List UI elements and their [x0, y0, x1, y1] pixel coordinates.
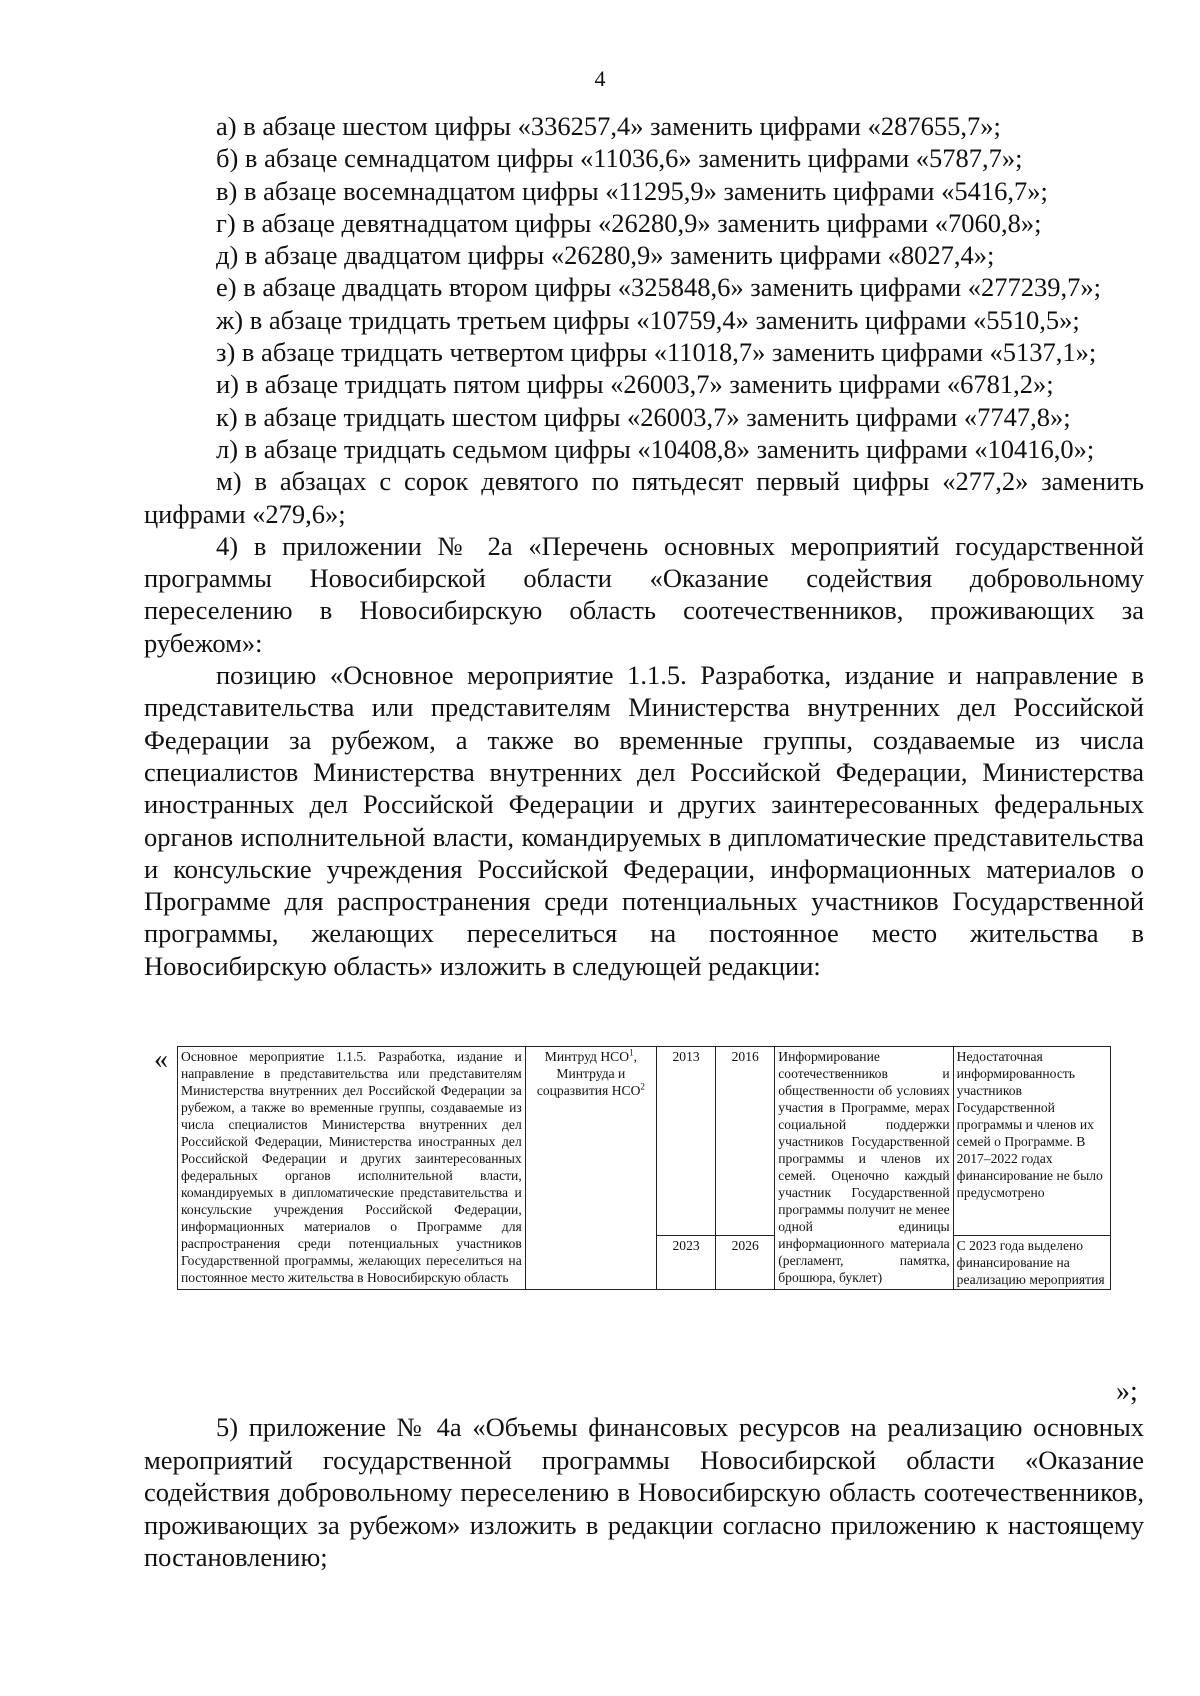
closing-quote: »; — [1116, 1376, 1138, 1407]
measure-cell: Основное мероприятие 1.1.5. Разработка, издание и направление в представительства или представителям Министерства внутренних дел Российской Федерации за рубежом, а также во временные группы, создаваемые из числа специалистов Министерства внутренних дел Российской Федерации, Министерства иностранных дел Российской Федерации и других заинтересованных федеральных органов исполнительной власти, командируемых в дипломатические представительства и консульские учреждения Российской Федерации, информационных материалов о Программе для распространения среди потенциальных участников Государственной программы, желающих переселиться на постоянное место жительства в Новосибирскую область — [178, 1047, 526, 1290]
amendment-item: е) в абзаце двадцать втором цифры «325848,6» заменить цифрами «277239,7»; — [216, 272, 1102, 303]
footnote-mark: 1 — [629, 1047, 634, 1058]
amendment-item: и) в абзаце тридцать пятом цифры «26003,7» заменить цифрами «6781,2»; — [216, 369, 1054, 400]
footnote-mark: 2 — [640, 1081, 645, 1092]
amendment-item: л) в абзаце тридцать седьмом цифры «10408,8» заменить цифрами «10416,0»; — [216, 433, 1095, 464]
executor-text: Минтруд НСО — [544, 1049, 630, 1064]
amendment-item: б) в абзаце семнадцатом цифры «11036,6» заменить цифрами «5787,7»; — [216, 143, 1023, 174]
table-row — [178, 1047, 1111, 1236]
amendment-item: д) в абзаце двадцатом цифры «26280,9» заменить цифрами «8027,4»; — [216, 240, 995, 271]
amendment-item-m: м) в абзацах с сорок девятого по пятьдесят первый цифры «277,2» заменить — [216, 466, 1144, 497]
start-year-cell: 2023 — [657, 1236, 716, 1290]
executor-text: , Минтруда и соцразвития НСО — [536, 1049, 641, 1098]
measure-table — [177, 1046, 1111, 1290]
executor-cell — [525, 1047, 656, 1290]
result-cell: Информирование соотечественников и общественности об условиях участия в Программе, мерах социальной поддержки участников Государственной программы и членов их семей. Оценочно каждый участник Государственной программы получит не менее одной единицы информационного материала (регламент, памятка, брошюра, буклет) — [775, 1047, 953, 1290]
page-number: 4 — [594, 66, 606, 91]
problem-cell: С 2023 года выделено финансирование на реализацию мероприятия — [953, 1236, 1110, 1290]
item-4-text: 4) в приложении № 2а «Перечень основных мероприятий государственной программы Новосибирской области «Оказание содействия добровольному переселению в Новосибирскую область соотечественников, проживающих за рубежом»: — [144, 530, 1144, 658]
opening-quote: « — [154, 1044, 168, 1075]
start-year-cell: 2013 — [657, 1047, 716, 1236]
problem-cell: Недостаточная информированность участников Государственной программы и членов их семей о Программе. В 2017–2022 годах финансирование не было предусмотрено — [953, 1047, 1110, 1236]
end-year-cell: 2026 — [716, 1236, 775, 1290]
measure-table-block — [144, 1044, 1154, 1407]
amendment-item-m-continuation: цифрами «279,6»; — [144, 498, 346, 529]
document-body — [144, 110, 1144, 982]
amendment-item: ж) в абзаце тридцать третьем цифры «10759,4» заменить цифрами «5510,5»; — [216, 304, 1080, 335]
amendment-item: з) в абзаце тридцать четвертом цифры «11018,7» заменить цифрами «5137,1»; — [216, 337, 1097, 368]
end-year-cell: 2016 — [716, 1047, 775, 1236]
amendment-item: а) в абзаце шестом цифры «336257,4» заменить цифрами «287655,7»; — [216, 111, 1001, 141]
item-4-paragraph — [144, 530, 1144, 982]
amendment-item: г) в абзаце девятнадцатом цифры «26280,9» заменить цифрами «7060,8»; — [216, 207, 1042, 238]
item-5-paragraph — [144, 1411, 1144, 1574]
amendment-item: в) в абзаце восемнадцатом цифры «11295,9» заменить цифрами «5416,7»; — [216, 175, 1048, 206]
item-5-text: 5) приложение № 4а «Объемы финансовых ресурсов на реализацию основных мероприятий государственной программы Новосибирской области «Оказание содействия добровольному переселению в Новосибирскую область соотечественников, проживающих за рубежом» изложить в редакции согласно приложению к настоящему постановлению; — [144, 1412, 1144, 1572]
item-4-position-text: позицию «Основное мероприятие 1.1.5. Разработка, издание и направление в представительства или представителям Министерства внутренних дел Российской Федерации за рубежом, а также во временные группы, создаваемые из числа специалистов Министерства внутренних дел Российской Федерации, Министерства иностранных дел Российской Федерации и других заинтересованных федеральных органов исполнительной власти, командируемых в дипломатические представительства и консульские учреждения Российской Федерации, информационных материалов о Программе для распространения среди потенциальных участников Государственной программы, желающих переселиться на постоянное место жительства в Новосибирскую область» изложить в следующей редакции: — [144, 660, 1144, 981]
amendment-item: к) в абзаце тридцать шестом цифры «26003,7» заменить цифрами «7747,8»; — [216, 401, 1071, 432]
